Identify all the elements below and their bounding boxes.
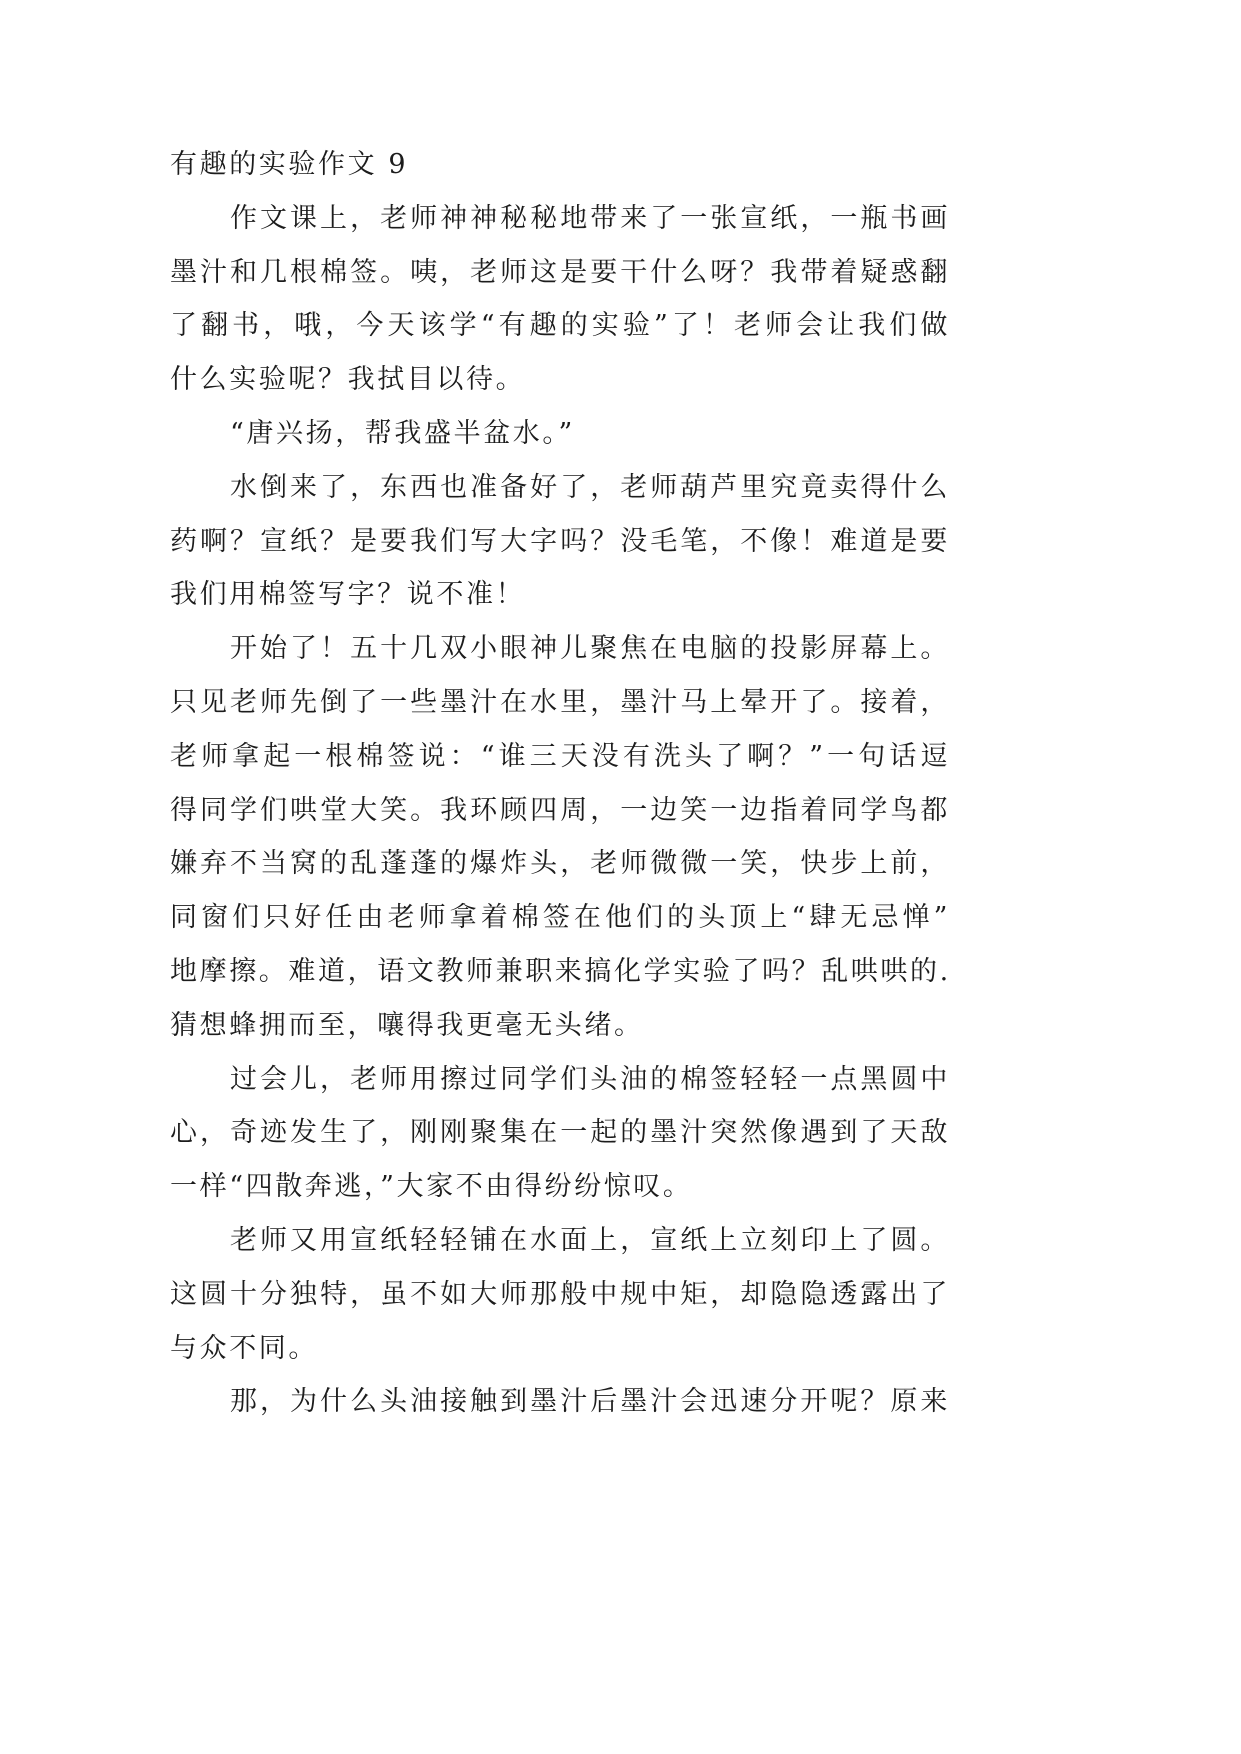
paragraph (170, 407, 950, 461)
paragraph-line: 同窗们只好任由老师拿着棉签在他们的头顶上“肆无忌惮” (170, 902, 950, 934)
paragraph-line: 药啊？宣纸？是要我们写大字吗？没毛笔，不像！难道是要 (170, 525, 950, 557)
paragraph-line: 开始了！五十几双小眼神儿聚焦在电脑的投影屏幕上。 (230, 633, 950, 665)
paragraph-line: 那，为什么头油接触到墨汁后墨汁会迅速分开呢？原来 (230, 1386, 950, 1418)
paragraph-line: 我们用棉签写字？说不准！ (170, 579, 526, 611)
document-title: 有趣的实验作文 9 (170, 149, 409, 180)
paragraph (170, 1053, 950, 1214)
document-body (170, 138, 950, 1429)
paragraph-line: 什么实验呢？我拭目以待。 (170, 364, 526, 396)
paragraph-line: 这圆十分独特，虽不如大师那般中规中矩，却隐隐透露出了 (170, 1278, 950, 1310)
paragraph-line: 与众不同。 (170, 1332, 318, 1364)
paragraph-line: 得同学们哄堂大笑。我环顾四周，一边笑一边指着同学鸟都 (170, 794, 950, 826)
paragraph-line: 水倒来了，东西也准备好了，老师葫芦里究竟卖得什么 (230, 471, 950, 503)
paragraph-line: “唐兴扬，帮我盛半盆水。” (230, 417, 575, 449)
paragraph-line: 猜想蜂拥而至，嚷得我更毫无头绪。 (170, 1009, 644, 1041)
paragraph-line: 只见老师先倒了一些墨汁在水里，墨汁马上晕开了。接着， (170, 686, 950, 718)
paragraph (170, 1214, 950, 1375)
paragraph-line: 嫌弃不当窝的乱蓬蓬的爆炸头，老师微微一笑，快步上前， (170, 848, 950, 880)
paragraph-line: 墨汁和几根棉签。咦，老师这是要干什么呀？我带着疑惑翻 (170, 256, 950, 288)
paragraph (170, 1375, 950, 1429)
paragraph-line: 老师拿起一根棉签说：“谁三天没有洗头了啊？”一句话逗 (170, 740, 950, 772)
paragraph (170, 622, 950, 1052)
paragraph-line: 过会儿，老师用擦过同学们头油的棉签轻轻一点黑圆中 (230, 1063, 950, 1095)
paragraph-line: 心，奇迹发生了，刚刚聚集在一起的墨汁突然像遇到了天敌 (170, 1117, 950, 1149)
paragraph-line: 了翻书，哦，今天该学“有趣的实验”了！老师会让我们做 (170, 310, 950, 342)
paragraph (170, 192, 950, 407)
paragraph (170, 461, 950, 622)
paragraph-line: 地摩擦。难道，语文教师兼职来搞化学实验了吗？乱哄哄的. (170, 955, 951, 987)
paragraph-line: 老师又用宣纸轻轻铺在水面上，宣纸上立刻印上了圆。 (230, 1224, 950, 1256)
paragraph-line: 作文课上，老师神神秘秘地带来了一张宣纸，一瓶书画 (230, 202, 950, 234)
paragraph-line: 一样“四散奔逃，”大家不由得纷纷惊叹。 (170, 1171, 693, 1203)
